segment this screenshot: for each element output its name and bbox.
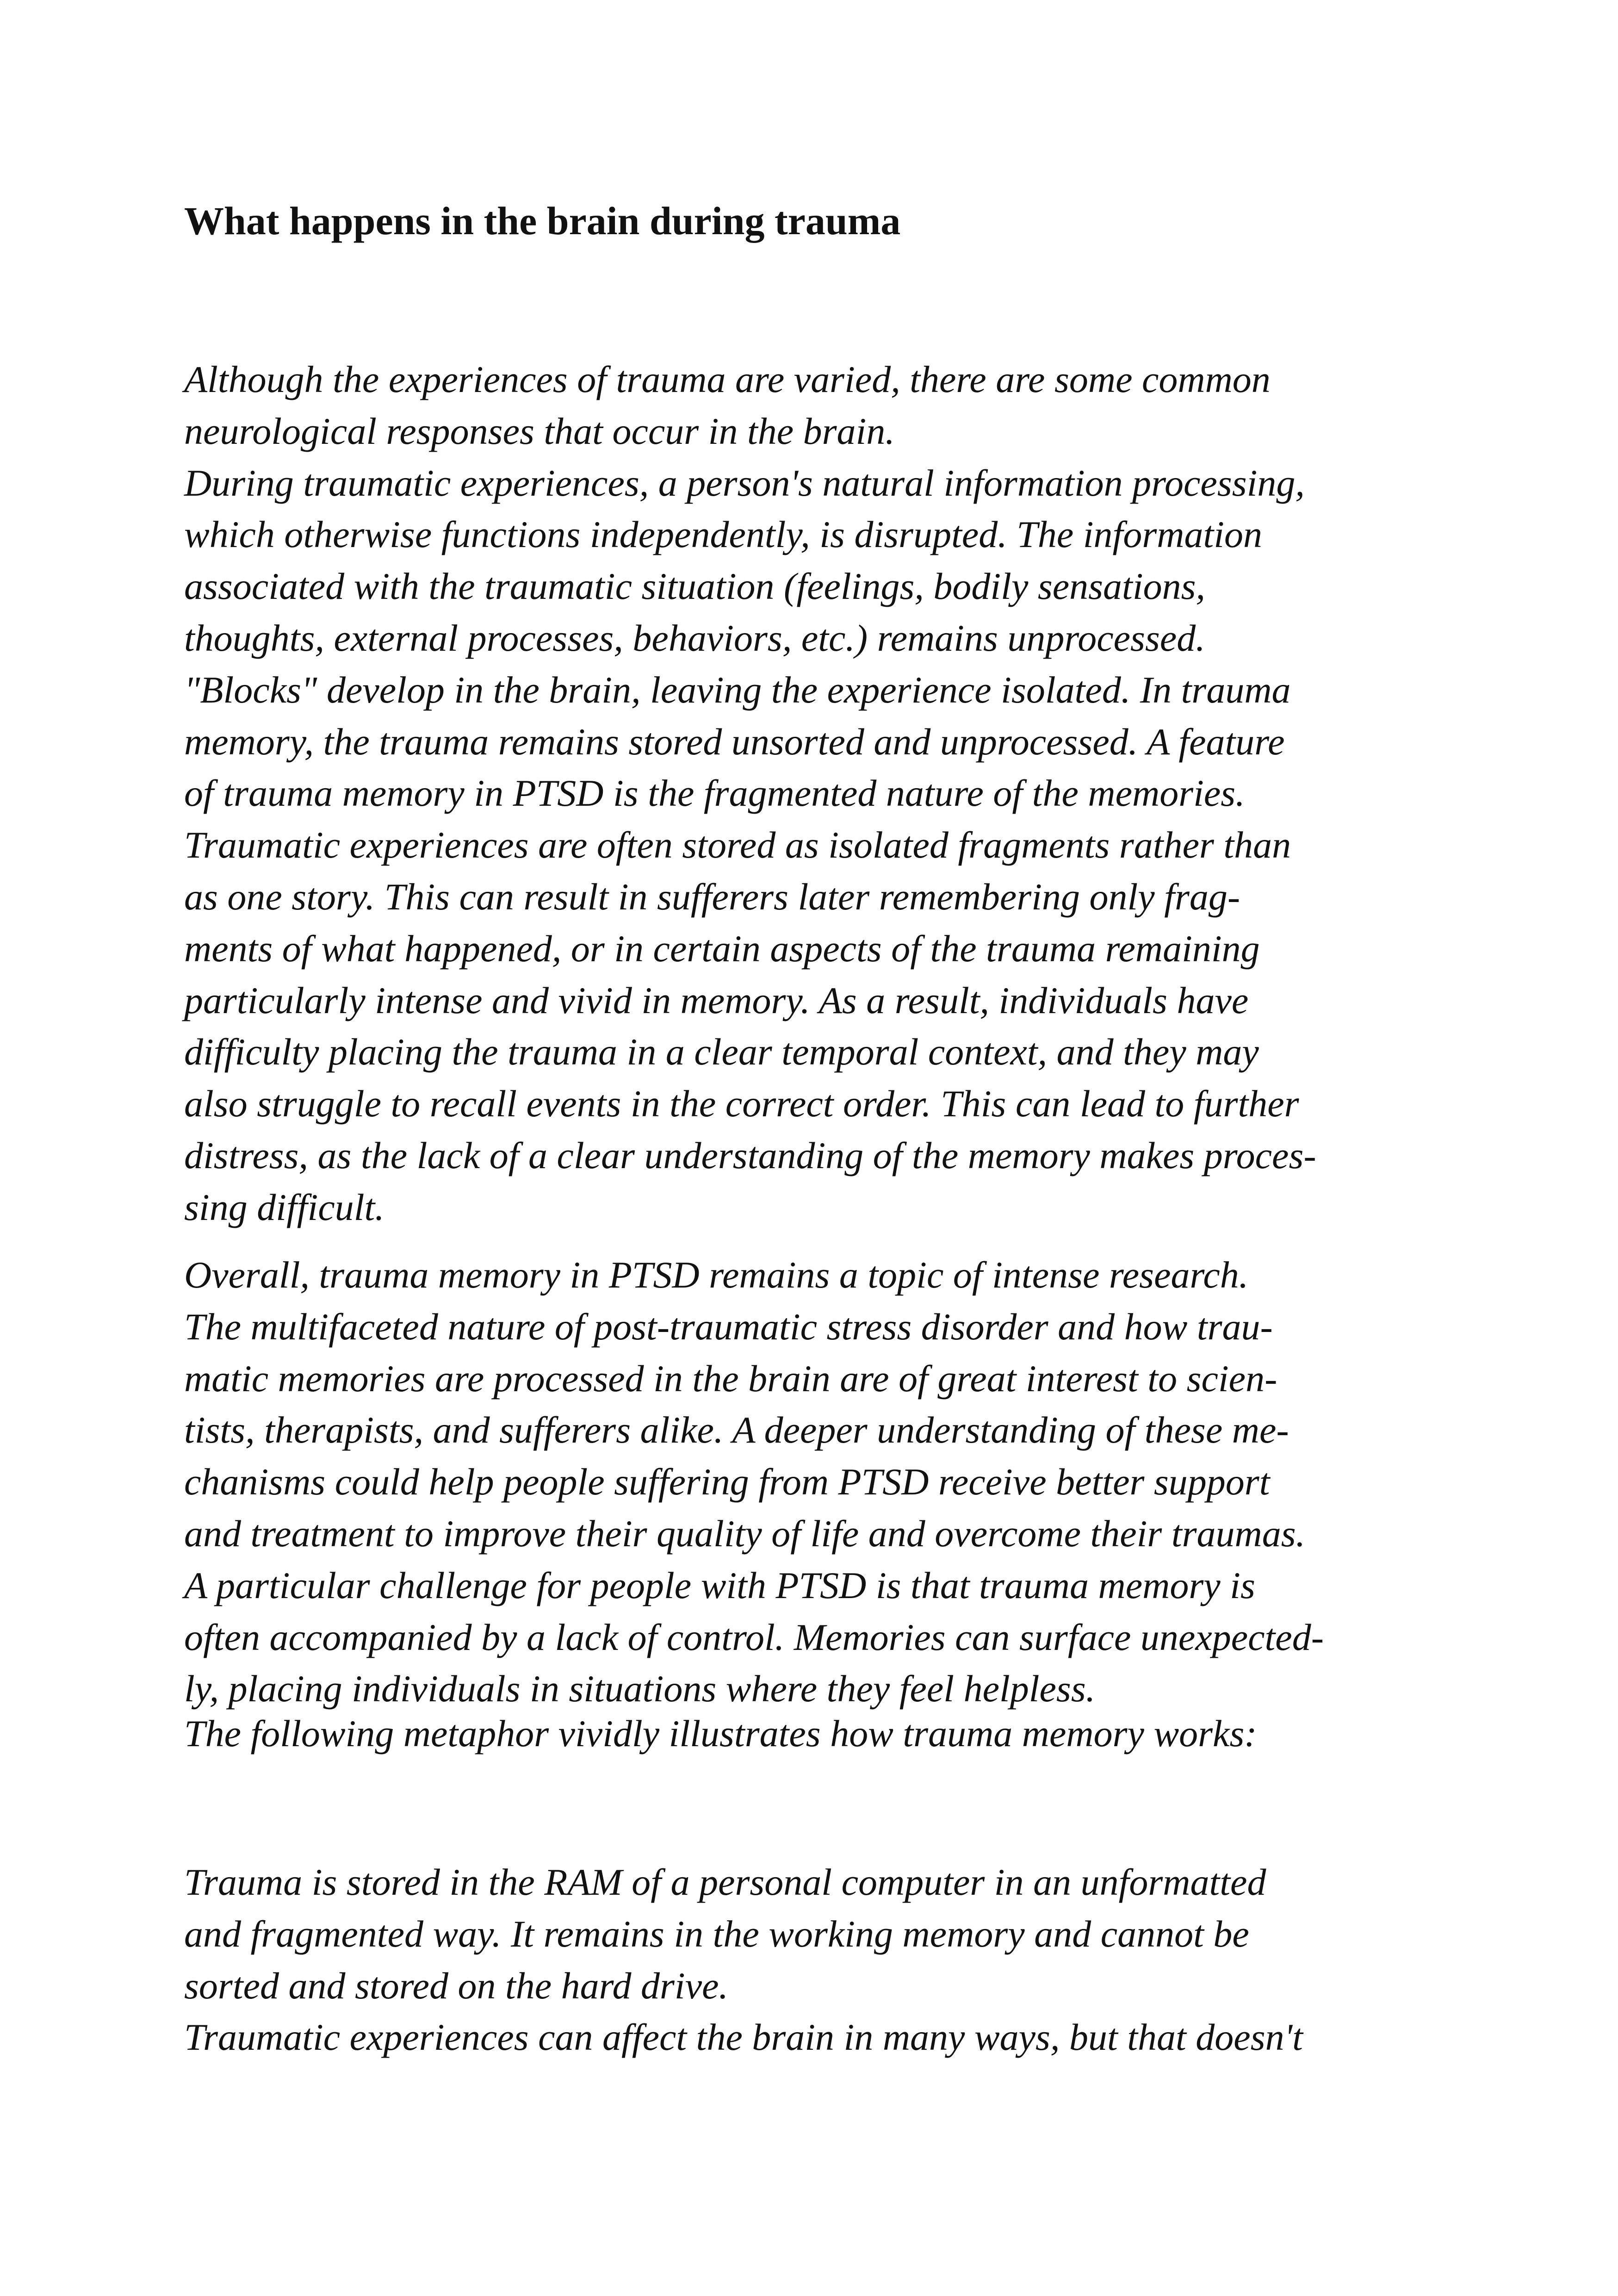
paragraph-4 [184, 1856, 1461, 2063]
text-line: also struggle to recall events in the correct order. This can lead to further [184, 1083, 1299, 1125]
text-line: ly, placing individuals in situations where they feel helpless. [184, 1668, 1096, 1710]
text-line: neurological responses that occur in the brain. [184, 410, 895, 452]
text-line: as one story. This can result in sufferers later remembering only frag- [184, 875, 1240, 918]
text-line: and treatment to improve their quality of life and overcome their traumas. [184, 1512, 1306, 1555]
page-title: What happens in the brain during trauma [184, 199, 901, 243]
text-line: ments of what happened, or in certain aspects of the trauma remaining [184, 927, 1260, 970]
text-line: distress, as the lack of a clear understanding of the memory makes proces- [184, 1134, 1316, 1176]
text-line: sorted and stored on the hard drive. [184, 1964, 728, 2007]
text-line: The multifaceted nature of post-traumatic stress disorder and how trau- [184, 1305, 1273, 1348]
text-line: Although the experiences of trauma are varied, there are some common [184, 358, 1271, 400]
text-line: particularly intense and vivid in memory. As a result, individuals have [184, 979, 1249, 1021]
text-line: which otherwise functions independently, is disrupted. The information [184, 513, 1263, 556]
text-line: The following metaphor vividly illustrates how trauma memory works: [184, 1712, 1257, 1755]
text-line: sing difficult. [184, 1186, 384, 1228]
text-line: memory, the trauma remains stored unsorted and unprocessed. A feature [184, 720, 1285, 763]
text-line: A particular challenge for people with PTSD is that trauma memory is [184, 1564, 1255, 1606]
text-line: matic memories are processed in the brain are of great interest to scien- [184, 1357, 1277, 1400]
text-line: Traumatic experiences are often stored as isolated fragments rather than [184, 824, 1291, 866]
text-line: often accompanied by a lack of control. Memories can surface unexpected- [184, 1616, 1324, 1658]
text-line: of trauma memory in PTSD is the fragmented nature of the memories. [184, 772, 1245, 815]
text-line: associated with the traumatic situation (feelings, bodily sensations, [184, 565, 1206, 608]
text-line: Trauma is stored in the RAM of a personal computer in an unformatted [184, 1861, 1266, 1903]
text-line: Traumatic experiences can affect the brain in many ways, but that doesn't [184, 2016, 1303, 2059]
text-line: and fragmented way. It remains in the working memory and cannot be [184, 1912, 1249, 1955]
paragraph-2 [184, 1249, 1461, 1715]
text-line: difficulty placing the trauma in a clear temporal context, and they may [184, 1031, 1259, 1073]
text-line: chanisms could help people suffering from PTSD receive better support [184, 1461, 1270, 1503]
text-line: During traumatic experiences, a person's natural information processing, [184, 461, 1305, 504]
text-line: Overall, trauma memory in PTSD remains a topic of intense research. [184, 1254, 1249, 1296]
text-line: tists, therapists, and sufferers alike. A deeper understanding of these me- [184, 1409, 1289, 1451]
paragraph-1 [184, 354, 1461, 1233]
paragraph-3 [184, 1708, 1461, 1760]
text-line: "Blocks" develop in the brain, leaving the experience isolated. In trauma [184, 668, 1291, 711]
text-line: thoughts, external processes, behaviors, etc.) remains unprocessed. [184, 616, 1205, 659]
